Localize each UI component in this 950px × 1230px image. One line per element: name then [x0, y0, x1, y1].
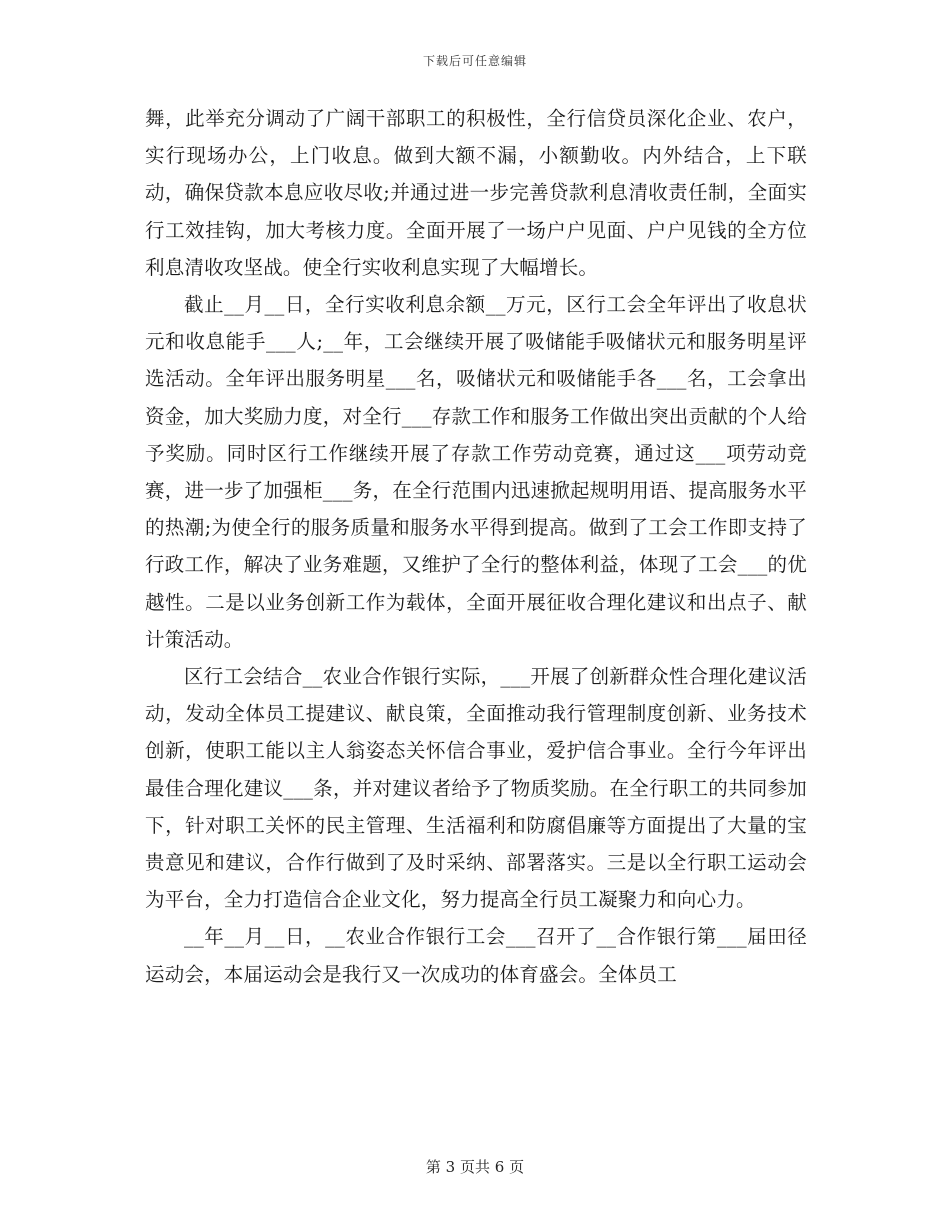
page-header: 下载后可任意编辑 — [422, 54, 527, 68]
paragraph-3: 区行工会结合__农业合作银行实际，___开展了创新群众性合理化建议活动，发动全体员工提建议、献良策，全面推动我行管理制度创新、业务技术创新，使职工能以主人翁姿态关怀信合事业，爱护信合事业。全行今年评出最佳合理化建议___条，并对建议者给予了物质奖励。在全行职工的共同参加下，针对职工关怀的民主管理、生活福利和防腐倡廉等方面提出了大量的宝贵意见和建议，合作行做到了及时采纳、部署落实。三是以全行职工运动会为平台，全力打造信合企业文化，努力提高全行员工凝聚力和向心力。 — [145, 665, 807, 912]
paragraph-1: 舞，此举充分调动了广阔干部职工的积极性，全行信贷员深化企业、农户，实行现场办公，上门收息。做到大额不漏，小额勤收。内外结合，上下联动，确保贷款本息应收尽收;并通过进一步完善贷款利息清收责任制，全面实行工效挂钩，加大考核力度。全面开展了一场户户见面、户户见钱的全方位利息清收攻坚战。使全行实收利息实现了大幅增长。 — [145, 107, 807, 279]
paragraph-2: 截止__月__日，全行实收利息余额__万元，区行工会全年评出了收息状元和收息能手___人;__年，工会继续开展了吸储能手吸储状元和服务明星评选活动。全年评出服务明星___名，吸储状元和吸储能手各___名，工会拿出资金，加大奖励力度，对全行___存款工作和服务工作做出突出贡献的个人给予奖励。同时区行工作继续开展了存款工作劳动竞赛，通过这___项劳动竞赛，进一步了加强柜___务，在全行范围内迅速掀起规明用语、提高服务水平的热潮;为使全行的服务质量和服务水平得到提高。做到了工会工作即支持了行政工作，解决了业务难题，又维护了全行的整体利益，体现了工会___的优越性。二是以业务创新工作为载体，全面开展征收合理化建议和出点子、献计策活动。 — [145, 293, 807, 651]
paragraph-4: __年__月__日，__农业合作银行工会___召开了__合作银行第___届田径运动会，本届运动会是我行又一次成功的体育盛会。全体员工 — [145, 925, 807, 986]
page-footer: 第 3 页共 6 页 — [425, 1158, 525, 1176]
document-body — [145, 100, 807, 993]
